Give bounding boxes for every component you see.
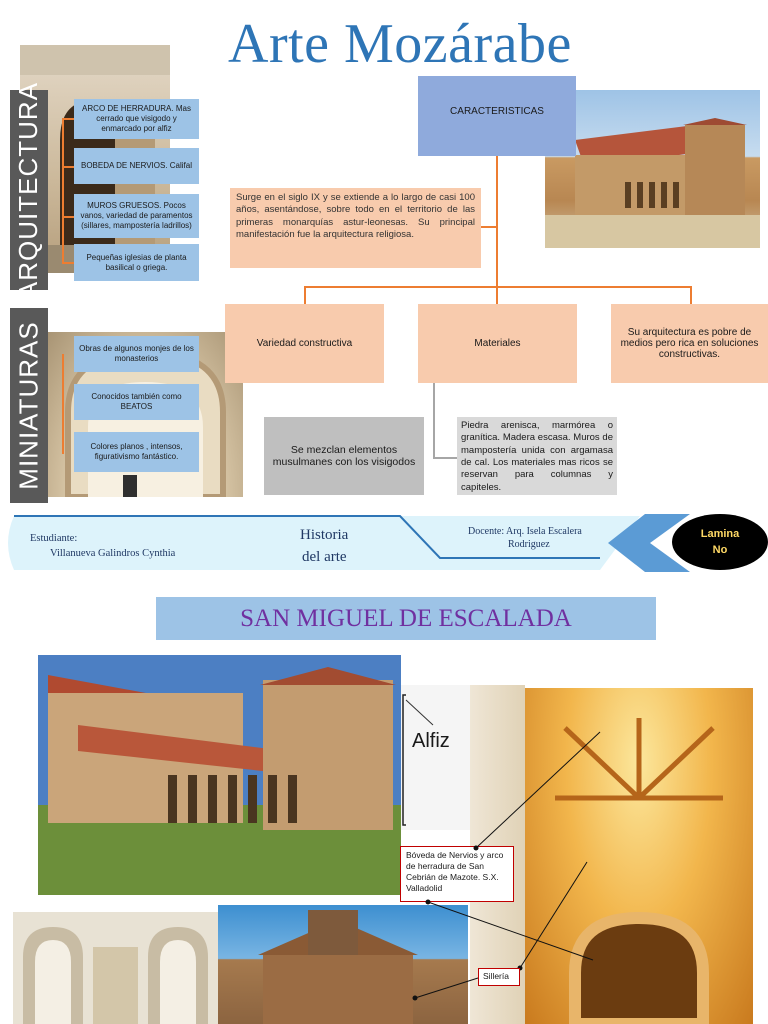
branch-variedad: Variedad constructiva: [225, 304, 384, 383]
arquitectura-item: MUROS GRUESOS. Pocos vanos, variedad de paramentos (sillares, mampostería ladrillos): [74, 194, 199, 238]
boveda-caption: Bóveda de Nervios y arco de herradura de San Cebrián de Mazote. S.X. Valladolid: [400, 846, 514, 902]
arquitectura-item: BOBEDA DE NERVIOS. Califal: [74, 148, 199, 184]
miniaturas-note: Se mezclan elementos musulmanes con los visigodos: [264, 417, 424, 495]
branch-materiales: Materiales: [418, 304, 577, 383]
arquitectura-label: ARQUITECTURA: [10, 90, 48, 290]
silleria-label: Sillería: [478, 968, 520, 986]
section2-title: SAN MIGUEL DE ESCALADA: [156, 597, 656, 640]
alfiz-label: Alfiz: [412, 730, 450, 752]
teacher-line1: Docente: Arq. Isela Escalera: [468, 526, 582, 537]
teacher-line2: Rodriguez: [508, 539, 550, 550]
miniaturas-item: Obras de algunos monjes de los monasterios: [74, 336, 199, 372]
miniaturas-item: Colores planos , intensos, figurativismo fantástico.: [74, 432, 199, 472]
arquitectura-item: ARCO DE HERRADURA. Mas cerrado que visigodo y enmarcado por alfiz: [74, 99, 199, 139]
course-line2: del arte: [302, 549, 347, 565]
caracteristicas-intro: Surge en el siglo IX y se extiende a lo largo de casi 100 años, asentándose, sobre todo en el territorio de las primeras monarquías astur-leonesas. Su principal manifestación fue la arquitectura religiosa.: [230, 188, 481, 268]
arquitectura-item: Pequeñas iglesias de planta basilical o griega.: [74, 244, 199, 281]
student-label: Estudiante:: [30, 533, 78, 544]
student-name: Villanueva Galindros Cynthia: [50, 548, 176, 559]
caracteristicas-box: CARACTERISTICAS: [418, 76, 576, 156]
page-title: Arte Mozárabe: [228, 13, 572, 75]
miniaturas-item: Conocidos también como BEATOS: [74, 384, 199, 420]
branch-pobre-medios: Su arquitectura es pobre de medios pero rica en soluciones constructivas.: [611, 304, 768, 383]
lamina-line1: Lamina: [700, 527, 740, 540]
miniaturas-label: MINIATURAS: [10, 308, 48, 503]
lamina-line2: No: [712, 544, 728, 556]
course-line1: Historia: [300, 527, 349, 543]
materiales-detail: Piedra arenisca, marmórea o granítica. Madera escasa. Muros de mampostería unida con argamasa de cal. Los materiales mas ricos se reservan para columnas y capiteles.: [457, 417, 617, 495]
